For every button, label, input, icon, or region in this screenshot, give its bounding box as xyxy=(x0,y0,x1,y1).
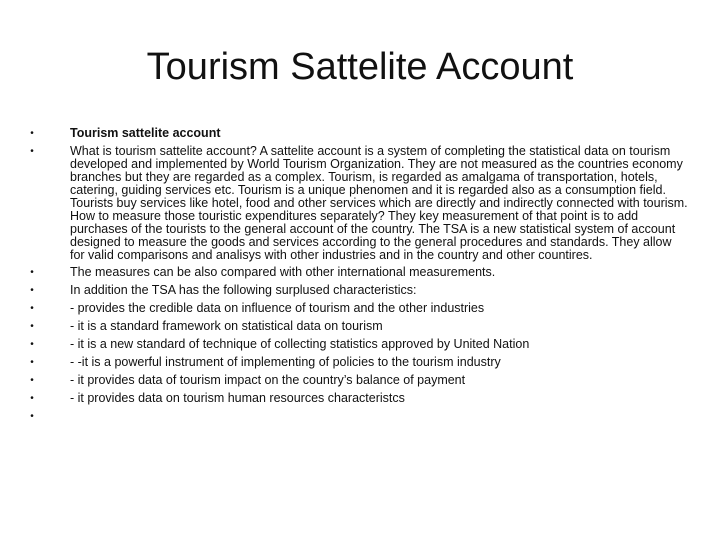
bullet-item-characteristics xyxy=(28,284,688,297)
bullet-dot-icon: • xyxy=(30,393,34,404)
bullet-dot-icon: • xyxy=(30,375,34,386)
bullet-text: - -it is a powerful instrument of implementing of policies to the tourism industry xyxy=(70,355,501,369)
bullet-item-instrument xyxy=(28,356,688,369)
bullet-text: The measures can be also compared with other international measurements. xyxy=(70,265,496,279)
bullet-dot-icon: • xyxy=(30,146,34,157)
bullet-item-framework xyxy=(28,320,688,333)
bullet-dot-icon: • xyxy=(30,411,34,422)
bullet-text: - it provides data of tourism impact on the country’s balance of payment xyxy=(70,373,466,387)
bullet-text: - it provides data on tourism human resources characteristcs xyxy=(70,391,405,405)
bullet-item-balance-of-payment xyxy=(28,374,688,387)
bullet-item-human-resources xyxy=(28,392,688,405)
bullet-dot-icon: • xyxy=(30,357,34,368)
bullet-dot-icon: • xyxy=(30,321,34,332)
bullet-item-heading xyxy=(28,127,688,140)
bullet-dot-icon: • xyxy=(30,285,34,296)
bullet-text: - it is a new standard of technique of collecting statistics approved by United Nation xyxy=(70,337,530,351)
bullet-dot-icon: • xyxy=(30,267,34,278)
bullet-item-empty xyxy=(28,410,688,423)
bullet-text: In addition the TSA has the following surplused characteristics: xyxy=(70,283,417,297)
bullet-item-new-standard xyxy=(28,338,688,351)
bullet-text: What is tourism sattelite account? A sattelite account is a system of completing the statistical data on tourism developed and implemented by World Tourism Organization. They are not measured as the countries economy branches but they are regarded as a complex. Tourism, is regarded as amalgama of transportation, hotels, catering, guiding services etc. Tourism is a unique phenomen and it is regarded also as a consumption field. Tourists buy services like hotel, food and other services which are directly and indirectly connected with tourism. How to measure those touristic expenditures separately? They key measurement of that point is to add purchases of the tourists to the general account of the country. The TSA is a new statistical system of account designed to measure the goods and services according to the general procedures and standards. They allow for valid comparisons and analisys with other industries and in the country and other countires. xyxy=(70,144,688,262)
bullet-dot-icon: • xyxy=(30,339,34,350)
bullet-text: - it is a standard framework on statistical data on tourism xyxy=(70,319,383,333)
bullet-item-credible-data xyxy=(28,302,688,315)
bullet-list xyxy=(28,127,688,428)
bullet-dot-icon: • xyxy=(30,128,34,139)
slide-title: Tourism Sattelite Account xyxy=(146,46,574,88)
bullet-text: Tourism sattelite account xyxy=(70,126,221,140)
bullet-item-definition xyxy=(28,145,688,262)
bullet-text: - provides the credible data on influence of tourism and the other industries xyxy=(70,301,485,315)
bullet-item-comparison xyxy=(28,266,688,279)
bullet-dot-icon: • xyxy=(30,303,34,314)
